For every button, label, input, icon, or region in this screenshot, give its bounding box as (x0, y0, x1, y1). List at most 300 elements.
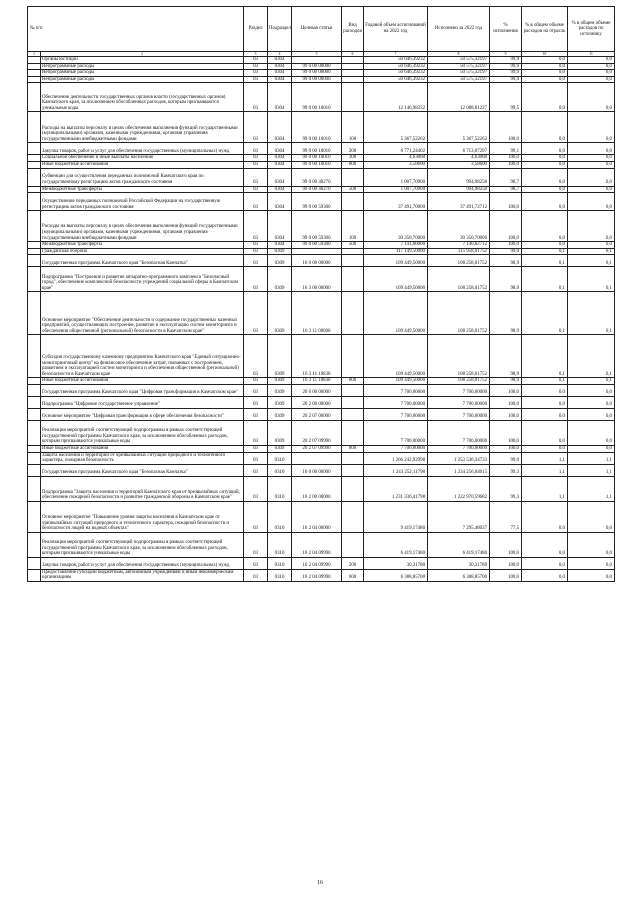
table-row (28, 569, 615, 581)
column-number: 8 (428, 52, 490, 57)
cell-podrazdel: 0310 (268, 464, 292, 476)
table-row (28, 335, 615, 378)
table-row (28, 193, 615, 211)
cell-pct_ist: 0,0 (568, 76, 615, 83)
cell-pct_otr: 1,1 (522, 476, 568, 501)
cell-name: Защита населения и территории от чрезвычайных ситуаций природного и техногенного характера, пожарная безопасность (41, 452, 244, 464)
cell-podrazdel: 0304 (268, 211, 292, 242)
table-row (28, 378, 615, 385)
cell-name: Подпрограмма "Цифровое государственное управление" (41, 396, 244, 408)
cell-fact: 7 295,48037 (428, 501, 490, 532)
cell-razdel: 03 (244, 63, 268, 70)
cell-name: Расходы на выплаты персоналу в целях обеспечения выполнения функций государственными (муниципальными) органами, казенными учреждениями, органами управления государственными внебюджетными фондами (41, 211, 244, 242)
cell-plan: 6 771,24402 (364, 143, 428, 155)
cell-pct_ist: 0,0 (568, 445, 615, 452)
cell-podrazdel: 0310 (268, 557, 292, 569)
cell-pct_ist: 0,0 (568, 168, 615, 186)
cell-pct: 98,7 (490, 186, 522, 193)
cell-pct_ist: 0,0 (568, 155, 615, 162)
page-number: 16 (317, 880, 323, 886)
cell-vid (342, 70, 364, 77)
cell-fact: 30,31780 (428, 557, 490, 569)
cell-podrazdel: 0309 (268, 335, 292, 378)
cell-podrazdel: 0304 (268, 57, 292, 64)
cell-pct: 100,0 (490, 384, 522, 396)
cell-name: Субсидия государственному казенному предприятию Камчатского края "Единый ситуационно-мониторинговый центр" на финансовое обеспечение затрат, связанных с построением, развитием и эксплуатацией систем мониторинга и обеспечения общественной (региональной) безопасности в Камчатском крае (41, 335, 244, 378)
cell-pct_otr: 0,0 (522, 420, 568, 445)
cell-pct: 100,0 (490, 161, 522, 168)
cell-plan: 1 266 242,92998 (364, 452, 428, 464)
cell-pct_ist: 1,1 (568, 464, 615, 476)
cell-name: Межбюджетные трансферты (41, 186, 244, 193)
cell-fact: 115 958,01752 (428, 248, 490, 255)
cell-plan: 37 491,70000 (364, 193, 428, 211)
cell-pct_ist: 1,1 (568, 476, 615, 501)
table-row (28, 292, 615, 335)
cell-razdel: 03 (244, 292, 268, 335)
cell-pct: 99,3 (490, 464, 522, 476)
cell-vid: 800 (342, 378, 364, 385)
cell-vid: 200 (342, 143, 364, 155)
cell-pct_otr: 0,0 (522, 569, 568, 581)
cell-vid (342, 420, 364, 445)
row-number-cell (28, 83, 41, 112)
row-number-cell (28, 143, 41, 155)
cell-vid: 500 (342, 186, 364, 193)
header-number: № п/п (28, 7, 244, 52)
cell-razdel: 03 (244, 476, 268, 501)
cell-plan: 1 007,70900 (364, 186, 428, 193)
cell-vid (342, 57, 364, 64)
cell-pct_ist: 0,0 (568, 242, 615, 249)
cell-pct_ist: 0,1 (568, 267, 615, 292)
cell-pct_ist: 0,0 (568, 384, 615, 396)
cell-pct_ist: 0,0 (568, 57, 615, 64)
cell-pct: 100,0 (490, 211, 522, 242)
cell-pct: 99,5 (490, 83, 522, 112)
cell-fact: 108 258,01752 (428, 255, 490, 267)
row-number-cell (28, 155, 41, 162)
cell-razdel: 03 (244, 143, 268, 155)
cell-pct_ist: 0,0 (568, 83, 615, 112)
cell-statya: 99 0 00 40270 (292, 186, 342, 193)
cell-pct_otr: 1,1 (522, 452, 568, 464)
cell-fact: 50 575,32197 (428, 76, 490, 83)
cell-razdel: 03 (244, 70, 268, 77)
cell-fact: 6 713,07297 (428, 143, 490, 155)
row-number-cell (28, 70, 41, 77)
cell-name: Субвенции для осуществления переданных полномочий Камчатского края по государственному регистрацию актов гражданского состояния (41, 168, 244, 186)
cell-razdel: 03 (244, 408, 268, 420)
table-row (28, 57, 615, 64)
header-statya: Целевая статья (292, 7, 342, 52)
cell-fact: 12 088,61227 (428, 83, 490, 112)
cell-name: Реализация мероприятий соответствующей подпрограммы в рамках соответствующей государственной программы Камчатского края, за исключением обособленных расходов, которым присваиваются уникальные коды (41, 420, 244, 445)
cell-pct_ist: 0,1 (568, 292, 615, 335)
cell-vid: 300 (342, 155, 364, 162)
row-number-cell (28, 63, 41, 70)
cell-name: Основное мероприятие "Обеспечение деятельности и содержание государственных казенных предприятий, осуществляющих построение, развитие и эксплуатацию систем мониторинга и обеспечения общественной (региональной) безопасности в Камчатском крае" (41, 292, 244, 335)
cell-pct_otr: 0,0 (522, 193, 568, 211)
cell-pct: 99,0 (490, 452, 522, 464)
cell-vid (342, 168, 364, 186)
cell-pct_otr: 0,1 (522, 267, 568, 292)
cell-podrazdel: 0304 (268, 63, 292, 70)
cell-razdel: 03 (244, 83, 268, 112)
header-vid: Вид расходов (342, 7, 364, 52)
cell-statya: 20 2 00 00000 (292, 396, 342, 408)
cell-pct: 100,0 (490, 445, 522, 452)
cell-podrazdel: 0304 (268, 112, 292, 143)
cell-pct: 100,0 (490, 155, 522, 162)
cell-statya: 99 0 00 10010 (292, 83, 342, 112)
cell-fact: 37 491,72712 (428, 193, 490, 211)
cell-plan: 109 449,50000 (364, 292, 428, 335)
cell-pct: 99,1 (490, 143, 522, 155)
column-number: 6 (342, 52, 364, 57)
column-number: 4 (268, 52, 292, 57)
row-number-cell (28, 569, 41, 581)
cell-pct_otr: 0,0 (522, 83, 568, 112)
cell-pct: 99,0 (490, 248, 522, 255)
cell-razdel: 03 (244, 242, 268, 249)
cell-vid: 800 (342, 161, 364, 168)
cell-name: Закупка товаров, работ и услуг для обеспечения государственных (муниципальных) нужд (41, 143, 244, 155)
cell-name: Закупка товаров, работ и услуг для обеспечения государственных (муниципальных) нужд (41, 557, 244, 569)
row-number-cell (28, 255, 41, 267)
cell-vid (342, 396, 364, 408)
budget-table-sheet (27, 6, 614, 582)
cell-plan: 1 243 252,11798 (364, 464, 428, 476)
cell-pct: 98,9 (490, 267, 522, 292)
header-row (28, 7, 615, 52)
cell-fact: 108 258,01752 (428, 292, 490, 335)
cell-name: Государственная программа Камчатского края "Безопасная Камчатка" (41, 255, 244, 267)
row-number-cell (28, 396, 41, 408)
column-number: 7 (364, 52, 428, 57)
cell-podrazdel: 0304 (268, 193, 292, 211)
cell-vid: 500 (342, 242, 364, 249)
cell-podrazdel: 0304 (268, 70, 292, 77)
cell-podrazdel: 0304 (268, 76, 292, 83)
header-plan: Годовой объем ассигнований на 2022 год (364, 7, 428, 52)
cell-plan: 5 367,52262 (364, 112, 428, 143)
cell-name: Подпрограмма "Защита населения и территорий Камчатского края от чрезвычайных ситуаций, обеспечение пожарной безопасности и развитие гражданской обороны в Камчатском крае" (41, 476, 244, 501)
cell-name: Иные бюджетные ассигнования (41, 378, 244, 385)
cell-vid: 100 (342, 112, 364, 143)
cell-pct: 100,0 (490, 242, 522, 249)
cell-pct_otr: 0,0 (522, 557, 568, 569)
cell-pct: 99,9 (490, 57, 522, 64)
cell-plan: 50 646,39232 (364, 70, 428, 77)
cell-razdel: 03 (244, 335, 268, 378)
cell-pct_ist: 0,0 (568, 211, 615, 242)
cell-podrazdel: 0304 (268, 242, 292, 249)
cell-plan: 1 231 336,41798 (364, 476, 428, 501)
row-number-cell (28, 420, 41, 445)
cell-pct_ist: 0,1 (568, 335, 615, 378)
cell-vid (342, 63, 364, 70)
row-number-cell (28, 452, 41, 464)
cell-vid: 200 (342, 557, 364, 569)
cell-plan: 9 419,17480 (364, 501, 428, 532)
cell-pct_ist: 0,0 (568, 501, 615, 532)
cell-fact: 994,98258 (428, 168, 490, 186)
cell-name: Реализация мероприятий соответствующей подпрограммы в рамках соответствующей государственной программы Камчатского края, за исключением обособленных расходов, которым присваиваются уникальные коды (41, 532, 244, 557)
cell-podrazdel: 0309 (268, 248, 292, 255)
cell-razdel: 03 (244, 452, 268, 464)
cell-vid (342, 255, 364, 267)
cell-razdel: 03 (244, 420, 268, 445)
cell-plan: 7 700,00000 (364, 445, 428, 452)
cell-pct: 98,9 (490, 255, 522, 267)
cell-vid (342, 452, 364, 464)
cell-vid (342, 408, 364, 420)
cell-pct_otr: 0,0 (522, 408, 568, 420)
cell-name: Расходы на выплаты персоналу в целях обеспечения выполнения функций государственными (муниципальными) органами, казенными учреждениями, органами управления государственными внебюджетными фондами (41, 112, 244, 143)
cell-pct_ist: 0,0 (568, 161, 615, 168)
cell-vid: 600 (342, 569, 364, 581)
row-number-cell (28, 476, 41, 501)
cell-fact: 50 575,32197 (428, 63, 490, 70)
cell-pct: 100,0 (490, 408, 522, 420)
cell-fact: 7 700,00000 (428, 384, 490, 396)
cell-pct_ist: 0,0 (568, 408, 615, 420)
cell-plan: 1 007,70900 (364, 168, 428, 186)
row-number-cell (28, 408, 41, 420)
cell-pct: 77,5 (490, 501, 522, 532)
cell-name: Непрограммные расходы (41, 76, 244, 83)
cell-plan: 30,31780 (364, 557, 428, 569)
cell-statya: 99 0 00 59300 (292, 242, 342, 249)
row-number-cell (28, 292, 41, 335)
table-row (28, 186, 615, 193)
cell-plan: 6 388,85700 (364, 569, 428, 581)
cell-statya: 16 2 04 09990 (292, 569, 342, 581)
cell-statya (292, 452, 342, 464)
cell-fact: 7 700,00000 (428, 420, 490, 445)
table-row (28, 76, 615, 83)
cell-statya: 16 0 00 00000 (292, 255, 342, 267)
cell-razdel: 03 (244, 168, 268, 186)
cell-podrazdel: 0309 (268, 267, 292, 292)
table-row (28, 248, 615, 255)
cell-pct_otr: 1,1 (522, 464, 568, 476)
row-number-cell (28, 378, 41, 385)
cell-pct_otr: 0,0 (522, 155, 568, 162)
column-number: 5 (292, 52, 342, 57)
row-number-cell (28, 248, 41, 255)
header-pct-istochnik: % в общем объеме расходов по источнику (568, 7, 615, 52)
cell-plan: 3,58600 (364, 161, 428, 168)
cell-plan: 7 141,00000 (364, 242, 428, 249)
cell-pct_ist: 0,0 (568, 557, 615, 569)
cell-podrazdel: 0309 (268, 408, 292, 420)
column-number: 1 (28, 52, 41, 57)
cell-pct_otr: 0,1 (522, 255, 568, 267)
cell-name: Непрограммные расходы (41, 70, 244, 77)
cell-statya: 20 2 07 09990 (292, 445, 342, 452)
table-row (28, 267, 615, 292)
cell-name: Межбюджетные трансферты (41, 242, 244, 249)
cell-pct: 98,9 (490, 378, 522, 385)
cell-statya (292, 248, 342, 255)
cell-razdel: 03 (244, 464, 268, 476)
cell-pct_otr: 0,0 (522, 63, 568, 70)
cell-name: Обеспечение деятельности государственных органов власти (государственных органов) Камчатского края, за исключением обособленных расходов, которым присваиваются уникальные коды (41, 83, 244, 112)
table-row (28, 255, 615, 267)
cell-plan: 7 700,00000 (364, 408, 428, 420)
cell-vid (342, 267, 364, 292)
cell-name: Государственная программа Камчатского края "Безопасная Камчатка" (41, 464, 244, 476)
cell-pct: 100,0 (490, 396, 522, 408)
cell-razdel: 03 (244, 248, 268, 255)
cell-pct_otr: 0,0 (522, 186, 568, 193)
cell-statya: 16 2 04 00000 (292, 501, 342, 532)
cell-razdel: 03 (244, 155, 268, 162)
cell-podrazdel: 0304 (268, 143, 292, 155)
cell-plan: 109 449,50000 (364, 255, 428, 267)
cell-podrazdel: 0304 (268, 186, 292, 193)
cell-pct_otr: 0,0 (522, 532, 568, 557)
table-row (28, 168, 615, 186)
cell-statya (292, 57, 342, 64)
cell-razdel: 03 (244, 569, 268, 581)
cell-pct: 100,0 (490, 569, 522, 581)
cell-razdel: 03 (244, 378, 268, 385)
table-row (28, 155, 615, 162)
cell-podrazdel: 0309 (268, 255, 292, 267)
cell-pct_ist: 1,1 (568, 452, 615, 464)
cell-razdel: 03 (244, 211, 268, 242)
cell-statya: 99 0 00 10010 (292, 143, 342, 155)
cell-fact: 6 419,17480 (428, 532, 490, 557)
cell-vid: 100 (342, 211, 364, 242)
budget-table (27, 6, 615, 582)
row-number-cell (28, 501, 41, 532)
cell-pct_otr: 0,0 (522, 501, 568, 532)
cell-statya: 20 2 07 09990 (292, 420, 342, 445)
cell-razdel: 03 (244, 267, 268, 292)
cell-vid (342, 335, 364, 378)
cell-fact: 7 700,00000 (428, 396, 490, 408)
row-number-cell (28, 445, 41, 452)
cell-plan: 4,63068 (364, 155, 428, 162)
cell-name: Иные бюджетные ассигнования (41, 445, 244, 452)
header-fact: Исполнено за 2022 год (428, 7, 490, 52)
row-number-cell (28, 211, 41, 242)
cell-podrazdel: 0309 (268, 384, 292, 396)
cell-pct_otr: 0,1 (522, 248, 568, 255)
cell-pct_ist: 0,0 (568, 569, 615, 581)
cell-pct_ist: 0,0 (568, 396, 615, 408)
cell-pct_ist: 0,0 (568, 70, 615, 77)
cell-name: Основное мероприятие "Повышение уровня защиты населения в Камчатском крае от чрезвычайных ситуаций природного и техногенного характера, пожарной безопасности и безопасности людей на водных объектах" (41, 501, 244, 532)
table-row (28, 384, 615, 396)
cell-pct: 99,9 (490, 63, 522, 70)
row-number-cell (28, 168, 41, 186)
cell-fact: 1 253 536,34733 (428, 452, 490, 464)
table-row (28, 242, 615, 249)
table-row (28, 476, 615, 501)
cell-podrazdel: 0310 (268, 569, 292, 581)
row-number-cell (28, 384, 41, 396)
cell-pct_otr: 0,0 (522, 242, 568, 249)
cell-razdel: 03 (244, 193, 268, 211)
cell-podrazdel: 0304 (268, 83, 292, 112)
cell-vid (342, 384, 364, 396)
cell-pct_ist: 0,1 (568, 248, 615, 255)
cell-fact: 50 575,32197 (428, 57, 490, 64)
cell-podrazdel: 0310 (268, 501, 292, 532)
cell-statya: 99 0 00 00000 (292, 76, 342, 83)
cell-name: Подпрограмма "Построение и развитие аппаратно-программного комплекса "Безопасный город", обеспечение комплексной безопасности учреждений социальной сферы в Камчатском крае" (41, 267, 244, 292)
cell-podrazdel: 0310 (268, 476, 292, 501)
table-row (28, 452, 615, 464)
table-row (28, 501, 615, 532)
cell-podrazdel: 0304 (268, 155, 292, 162)
cell-pct_otr: 0,0 (522, 211, 568, 242)
cell-vid (342, 76, 364, 83)
row-number-cell (28, 464, 41, 476)
cell-razdel: 03 (244, 161, 268, 168)
row-number-cell (28, 557, 41, 569)
column-number: 10 (522, 52, 568, 57)
cell-plan: 109 449,50000 (364, 267, 428, 292)
row-number-cell (28, 112, 41, 143)
cell-fact: 994,98258 (428, 186, 490, 193)
row-number-cell (28, 532, 41, 557)
row-number-cell (28, 193, 41, 211)
cell-pct_otr: 0,1 (522, 335, 568, 378)
cell-pct_ist: 0,0 (568, 420, 615, 445)
cell-podrazdel: 0309 (268, 420, 292, 445)
cell-statya: 99 0 00 59300 (292, 211, 342, 242)
cell-name: Социальное обеспечение и иные выплаты населению (41, 155, 244, 162)
cell-razdel: 03 (244, 532, 268, 557)
cell-statya: 16 0 00 00000 (292, 464, 342, 476)
cell-vid (342, 292, 364, 335)
cell-statya: 20 2 07 00000 (292, 408, 342, 420)
cell-fact: 108 258,01752 (428, 335, 490, 378)
cell-name: Органы юстиции (41, 57, 244, 64)
cell-pct: 100,0 (490, 557, 522, 569)
cell-statya: 16 3 11 10830 (292, 335, 342, 378)
cell-podrazdel: 0310 (268, 452, 292, 464)
cell-statya: 99 0 00 40270 (292, 168, 342, 186)
cell-razdel: 03 (244, 501, 268, 532)
column-number: 2 (41, 52, 244, 57)
cell-fact: 7 700,00000 (428, 445, 490, 452)
column-number: 11 (568, 52, 615, 57)
cell-fact: 5 367,52262 (428, 112, 490, 143)
cell-razdel: 03 (244, 76, 268, 83)
table-row (28, 420, 615, 445)
table-row (28, 464, 615, 476)
cell-vid (342, 83, 364, 112)
cell-plan: 7 700,00000 (364, 396, 428, 408)
cell-pct_otr: 0,0 (522, 112, 568, 143)
cell-statya: 99 0 00 00000 (292, 70, 342, 77)
cell-statya: 16 2 04 09990 (292, 557, 342, 569)
cell-plan: 109 449,50000 (364, 335, 428, 378)
cell-name: Гражданская оборона (41, 248, 244, 255)
cell-podrazdel: 0304 (268, 161, 292, 168)
cell-razdel: 03 (244, 57, 268, 64)
cell-name: Иные бюджетные ассигнования (41, 161, 244, 168)
cell-vid (342, 248, 364, 255)
cell-vid (342, 501, 364, 532)
